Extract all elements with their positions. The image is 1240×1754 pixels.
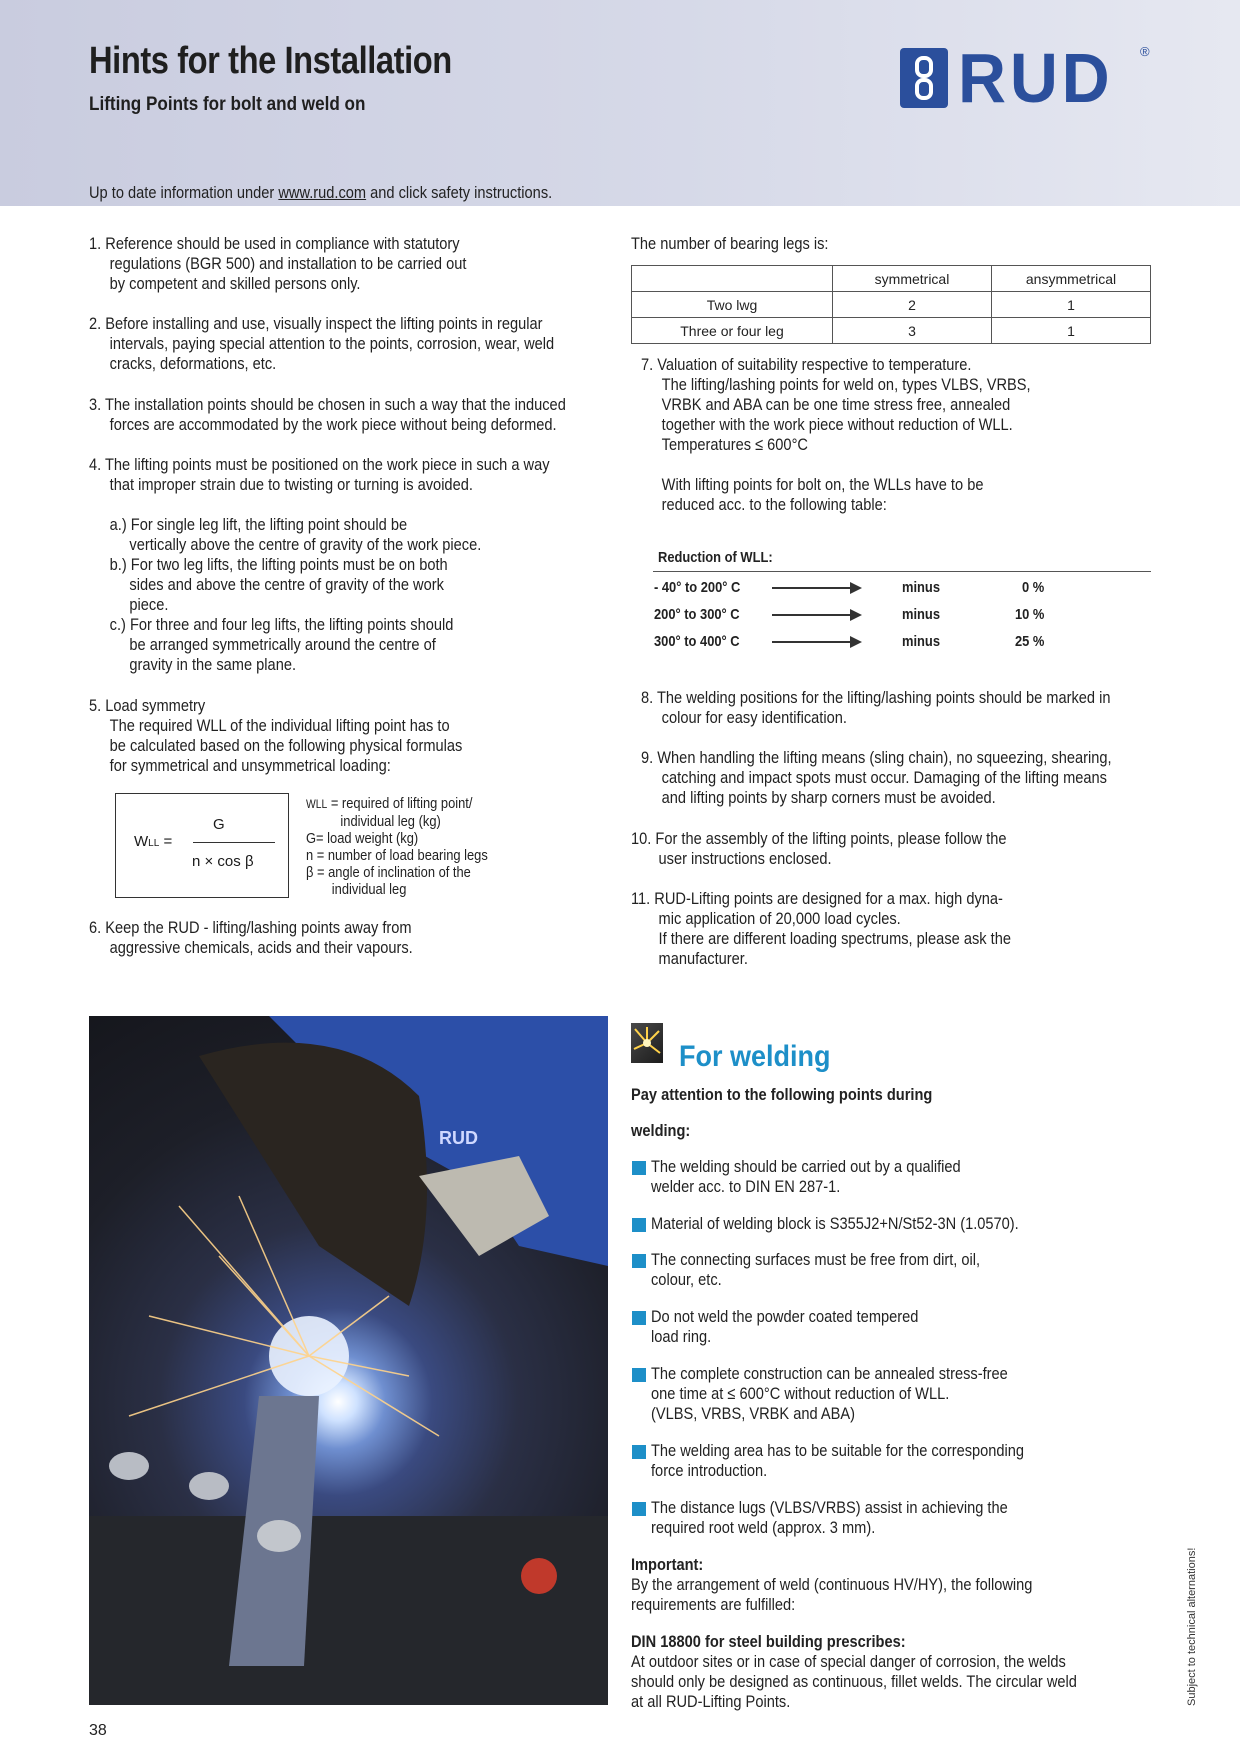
formula-legend: WLL = required of lifting point/ individual leg (kg) G= load weight (kg) n = number of load bearing legs β = angle of inclination of the individual leg	[306, 795, 488, 898]
reduction-range: 200° to 300° C	[654, 606, 740, 623]
item-3: 3. The installation points should be chosen in such a way that the induced forces are accommodated by the work piece without being deformed.	[89, 395, 566, 434]
arrow-icon	[772, 587, 860, 589]
formula-numerator: G	[213, 816, 225, 833]
reduction-percent: 10 %	[1015, 606, 1045, 623]
item-4a: a.) For single leg lift, the lifting point should be vertically above the centre of gravity of the work piece.	[109, 515, 482, 554]
bearing-legs-table	[631, 265, 1151, 344]
item-1: 1. Reference should be used in compliance with statutory regulations (BGR 500) and installation to be carried out by competent and skilled persons only.	[89, 234, 467, 293]
info-post: and click safety instructions.	[366, 183, 553, 202]
formula-denominator: n × cos β	[192, 853, 254, 870]
welding-photo	[89, 1016, 608, 1705]
arrow-icon	[772, 614, 860, 616]
formula-wll: WLL =	[134, 833, 173, 850]
item-6: 6. Keep the RUD - lifting/lashing points away from aggressive chemicals, acids and their vapours.	[89, 918, 413, 957]
page-number: 38	[89, 1722, 107, 1739]
bullet-square-icon	[632, 1368, 646, 1382]
page-subtitle: Lifting Points for bolt and weld on	[89, 94, 366, 115]
reduction-percent: 25 %	[1015, 633, 1045, 650]
important-text: By the arrangement of weld (continuous HV/HY), the following requirements are fulfilled:	[631, 1575, 1033, 1614]
item-4c: c.) For three and four leg lifts, the lifting points should be arranged symmetrically around the centre of gravity in the same plane.	[109, 615, 454, 674]
reduction-range: 300° to 400° C	[654, 633, 740, 650]
bullet-square-icon	[632, 1161, 646, 1175]
item-4b: b.) For two leg lifts, the lifting points must be on both sides and above the centre of gravity of the work piece.	[109, 555, 448, 614]
welding-bullet: The complete construction can be annealed stress-free one time at ≤ 600°C without reduction of WLL. (VLBS, VRBS, VRBK and ABA)	[651, 1364, 1008, 1423]
welding-bullet: The connecting surfaces must be free from dirt, oil, colour, etc.	[651, 1250, 981, 1289]
item-10: 10. For the assembly of the lifting points, please follow the user instructions enclosed.	[631, 829, 1007, 868]
bullet-square-icon	[632, 1445, 646, 1459]
side-note: Subject to technical alternations!	[1186, 1547, 1198, 1706]
bullet-square-icon	[632, 1218, 646, 1232]
item-7: 7. Valuation of suitability respective to temperature. The lifting/lashing points for weld on, types VLBS, VRBS, VRBK and ABA can be one time stress free, annealed together with the work piece without reduction of WLL. Temperatures ≤ 600°C	[641, 355, 1031, 454]
bullet-square-icon	[632, 1311, 646, 1325]
fraction-bar	[193, 842, 275, 843]
chain-link-icon	[900, 48, 948, 108]
logo-wordmark: RUD	[958, 39, 1114, 117]
legs-title: The number of bearing legs is:	[631, 234, 829, 253]
photo-rud-mark: RUD	[439, 1128, 478, 1148]
reduction-percent: 0 %	[1022, 579, 1045, 596]
section-title: For welding	[679, 1040, 831, 1073]
bullet-square-icon	[632, 1254, 646, 1268]
rud-link[interactable]: www.rud.com	[278, 183, 367, 202]
reduction-title: Reduction of WLL:	[658, 549, 773, 566]
reduction-divider	[653, 571, 1151, 572]
table-header-row: symmetrical ansymmetrical	[632, 266, 1151, 292]
arrow-icon	[772, 641, 860, 643]
bullet-square-icon	[632, 1502, 646, 1516]
table-row: Three or four leg 3 1	[632, 318, 1151, 344]
page-title: Hints for the Installation	[89, 40, 452, 82]
info-pre: Up to date information under	[89, 183, 279, 202]
reduction-minus: minus	[902, 579, 941, 596]
din-text: At outdoor sites or in case of special danger of corrosion, the welds should only be designed as continuous, fillet welds. The circular weld at all RUD-Lifting Points.	[631, 1652, 1077, 1711]
wll-formula-box	[115, 793, 289, 898]
important-title: Important:	[631, 1555, 704, 1574]
reduction-minus: minus	[902, 606, 941, 623]
reduction-range: - 40° to 200° C	[654, 579, 741, 596]
welding-bullet: Do not weld the powder coated tempered load ring.	[651, 1307, 919, 1346]
item-7-bolt: With lifting points for bolt on, the WLLs have to be reduced acc. to the following table:	[661, 475, 984, 514]
welding-intro: Pay attention to the following points during	[631, 1085, 933, 1104]
welding-bullet: The welding should be carried out by a qualified welder acc. to DIN EN 287-1.	[651, 1157, 961, 1196]
item-9: 9. When handling the lifting means (sling chain), no squeezing, shearing, catching and impact spots must occur. Damaging of the lifting means and lifting points by sharp corners must be avoided.	[641, 748, 1112, 807]
welding-bullet: The distance lugs (VLBS/VRBS) assist in achieving the required root weld (approx. 3 mm).	[651, 1498, 1008, 1537]
table-row: Two lwg 2 1	[632, 292, 1151, 318]
item-5: 5. Load symmetry The required WLL of the individual lifting point has to be calculated based on the following physical formulas for symmetrical and unsymmetrical loading:	[89, 696, 463, 775]
din-title: DIN 18800 for steel building prescribes:	[631, 1632, 906, 1651]
welding-bullet: The welding area has to be suitable for the corresponding force introduction.	[651, 1441, 1025, 1480]
info-line	[89, 183, 552, 203]
welding-spark-icon	[631, 1023, 663, 1063]
welding-bullet: Material of welding block is S355J2+N/St52-3N (1.0570).	[651, 1214, 1019, 1233]
welding-intro-cont: welding:	[631, 1121, 691, 1140]
item-4: 4. The lifting points must be positioned on the work piece in such a way that improper strain due to twisting or turning is avoided.	[89, 455, 550, 494]
item-8: 8. The welding positions for the lifting/lashing points should be marked in colour for easy identification.	[641, 688, 1111, 727]
reduction-minus: minus	[902, 633, 941, 650]
item-2: 2. Before installing and use, visually inspect the lifting points in regular intervals, paying special attention to the points, corrosion, wear, weld cracks, deformations, etc.	[89, 314, 555, 373]
item-11: 11. RUD-Lifting points are designed for a max. high dyna- mic application of 20,000 load cycles. If there are different loading spectrums, please ask the manufacturer.	[631, 889, 1011, 968]
registered-mark: ®	[1140, 44, 1150, 59]
